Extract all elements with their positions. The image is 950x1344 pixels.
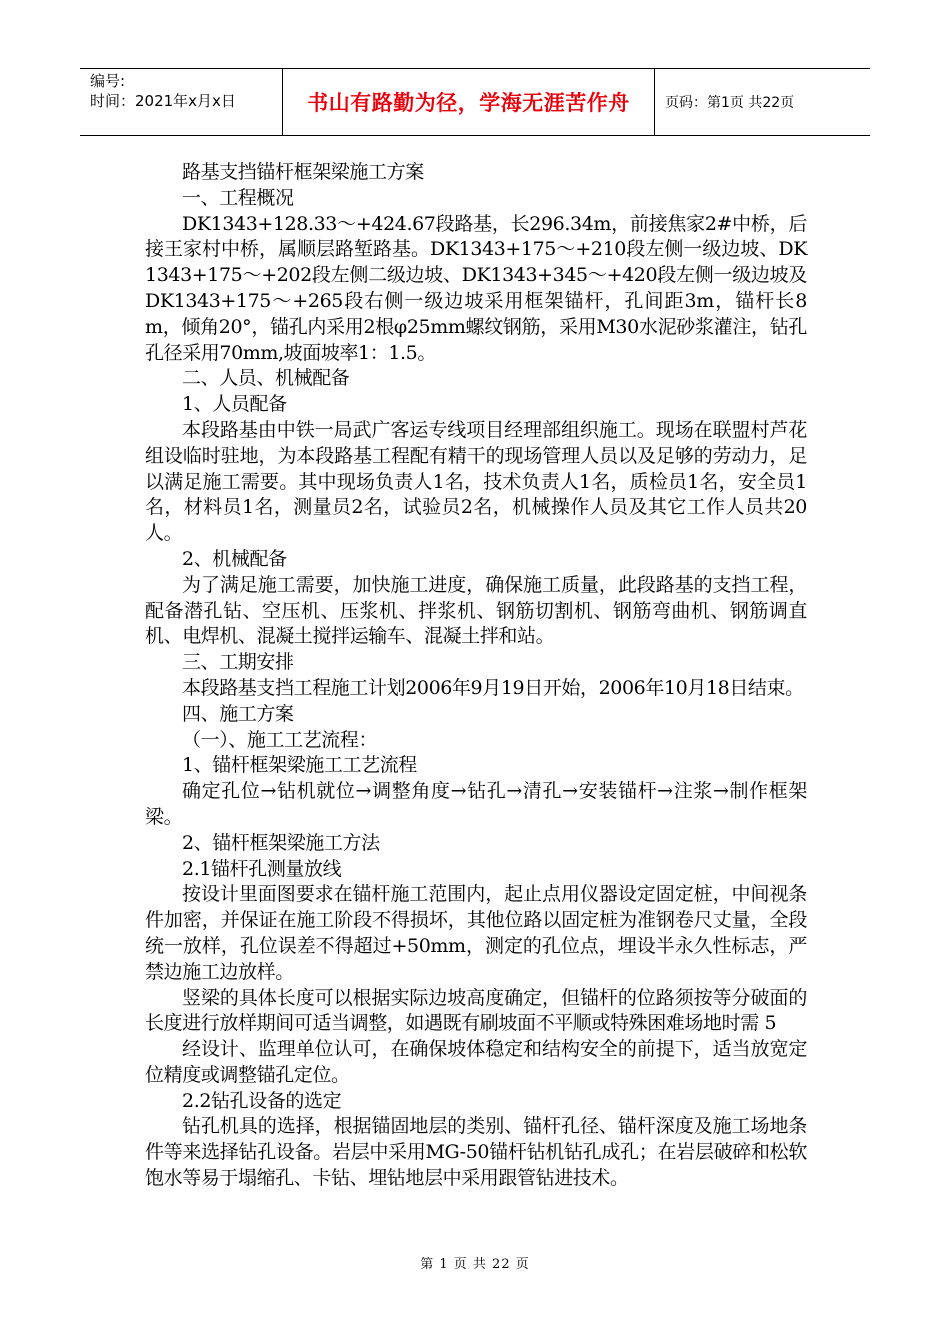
- paragraph: DK1343+128.33～+424.67段路基，长296.34m，前接焦家2#中桥，后接王家村中桥，属顺层路堑路基。DK1343+175～+210段左侧一级边坡、DK1343+175～+202段左侧二级边坡、DK1343+345～+420段左侧一级边坡及DK1343+175～+265段右侧一级边坡采用框架锚杆，孔间距3m，锚杆长8m，倾角20°，锚孔内采用2根φ25mm螺纹钢筋，采用M30水泥砂浆灌注，钻孔孔径采用70mm,坡面坡率1：1.5。: [145, 212, 807, 364]
- time-label: 时间：2021年x月x日: [90, 92, 236, 110]
- subsection-heading: 2.1锚杆孔测量放线: [182, 857, 342, 880]
- paragraph: 钻孔机具的选择，根据锚固地层的类别、锚杆孔径、锚杆深度及施工场地条件等来选择钻孔设备。岩层中采用MG-50锚杆钻机钻孔成孔；在岩层破碎和松软饱水等易于塌缩孔、卡钻、埋钻地层中采用跟管钻进技术。: [145, 1115, 807, 1190]
- paragraph: 为了满足施工需要，加快施工进度，确保施工质量，此段路基的支挡工程，配备潜孔钻、空压机、压浆机、拌浆机、钢筋切割机、钢筋弯曲机、钢筋调直机、电焊机、混凝土搅拌运输车、混凝土拌和站。: [145, 573, 807, 648]
- subsection-heading: 1、人员配备: [182, 393, 287, 416]
- paragraph: 本段路基由中铁一局武广客运专线项目经理部组织施工。现场在联盟村芦花组设临时驻地，为本段路基工程配有精干的现场管理人员以及足够的劳动力，足以满足施工需要。其中现场负责人1名，技术负责人1名，质检员1名，安全员1名，材料员1名，测量员2名，试验员2名，机械操作人员及其它工作人员共20人。: [145, 418, 807, 545]
- document-title: 路基支挡锚杆框架梁施工方案: [182, 161, 424, 183]
- section-heading: 三、工期安排: [182, 651, 294, 674]
- header-meta: [80, 69, 280, 135]
- paragraph: 本段路基支挡工程施工计划2006年9月19日开始，2006年10月18日结束。: [182, 676, 804, 699]
- paragraph: 按设计里面图要求在锚杆施工范围内，起止点用仪器设定固定桩，中间视条件加密，并保证在施工阶段不得损坏，其他位路以固定桩为准钢卷尺丈量，全段统一放样，孔位误差不得超过+50mm，测定的孔位点，埋设半永久性标志，严禁边施工边放样。: [145, 883, 807, 983]
- paragraph: 竖梁的具体长度可以根据实际边坡高度确定，但锚杆的位路须按等分破面的长度进行放样期间可适当调整，如遇既有刷坡面不平顺或特殊困难场地时需 5: [145, 986, 807, 1035]
- subsection-heading: 1、锚杆框架梁施工工艺流程: [182, 754, 417, 777]
- header-motto: 书山有路勤为径，学海无涯苦作舟: [307, 91, 630, 115]
- subsection-heading: 2.2钻孔设备的选定: [182, 1089, 342, 1112]
- subsection-heading: （一）、施工工艺流程：: [182, 728, 378, 751]
- paragraph: 确定孔位→钻机就位→调整角度→钻孔→清孔→安装锚杆→注浆→制作框架梁。: [145, 780, 807, 828]
- page-header: [80, 68, 870, 136]
- document-body: [145, 160, 807, 1192]
- section-heading: 二、人员、机械配备: [182, 367, 350, 390]
- header-page-info: 页码：第1页 共22页: [665, 95, 795, 111]
- serial-label: 编号:: [90, 72, 126, 90]
- paragraph: 经设计、监理单位认可，在确保坡体稳定和结构安全的前提下，适当放宽定位精度或调整锚孔定位。: [145, 1038, 807, 1086]
- section-heading: 一、工程概况: [182, 186, 294, 209]
- subsection-heading: 2、锚杆框架梁施工方法: [182, 831, 380, 854]
- page-footer: 第 1 页 共 22 页: [420, 1257, 530, 1272]
- subsection-heading: 2、机械配备: [182, 547, 287, 570]
- section-heading: 四、施工方案: [182, 702, 294, 725]
